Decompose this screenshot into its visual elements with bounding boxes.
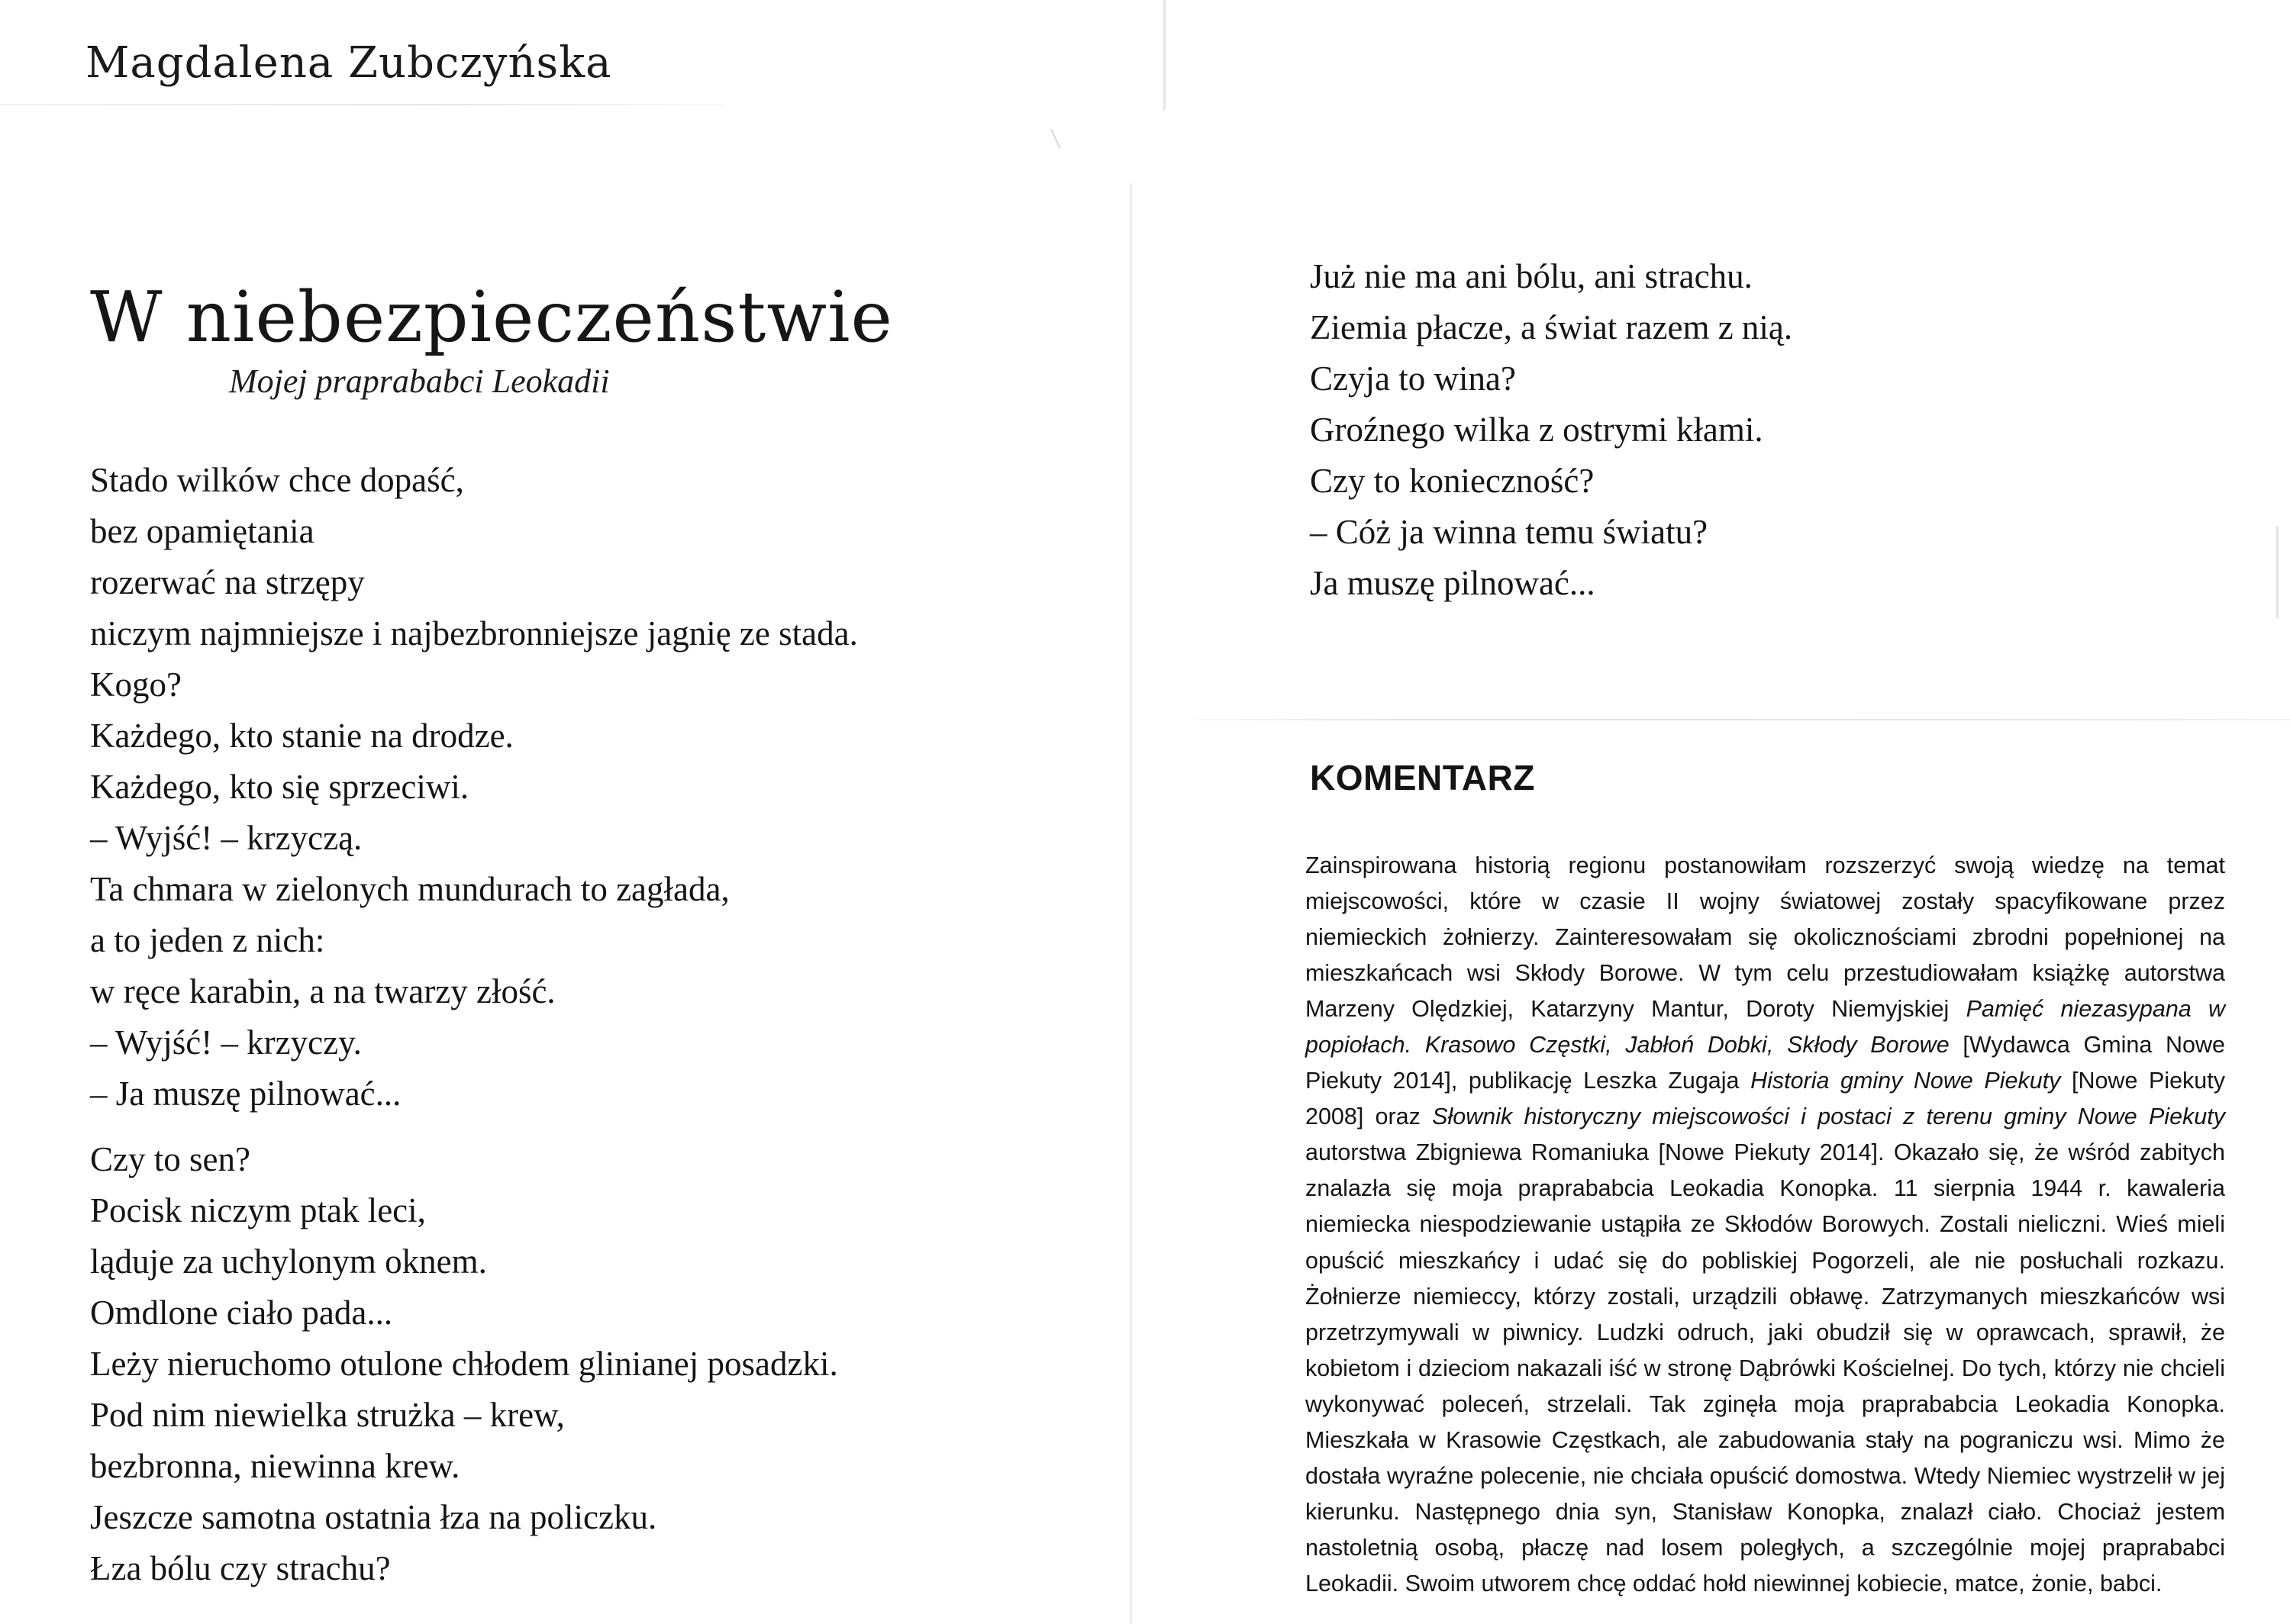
book-title: Słownik historyczny miejscowości i postaci z terenu gminy Nowe Piekuty [1432, 1104, 2225, 1130]
poem-line: – Ja muszę pilnować... [90, 1075, 402, 1113]
poem-line: Czy to konieczność? [1310, 462, 1595, 500]
poem-line: Pod nim niewielka strużka – krew, [90, 1396, 565, 1434]
commentary-text [1305, 848, 2225, 1603]
poem-line: Stado wilków chce dopaść, [90, 461, 464, 499]
author-name: Magdalena Zubczyńska [85, 38, 612, 88]
commentary-text-part: [Nowe Piekuty 2008] oraz [1305, 1068, 2225, 1130]
poem-line: Czyja to wina? [1310, 359, 1516, 398]
poem-line: – Cóż ja winna temu światu? [1310, 513, 1708, 551]
commentary-text-part: autorstwa Zbigniewa Romaniuka [Nowe Piekuty 2014]. Okazało się, że wśród zabitych znalazła się moja praprababcia Leokadia Konopka. 11 sierpnia 1944 r. kawaleria niemiecka niespodziewanie ustąpiła ze Skłodów Borowych. Zostali nieliczni. Wieś mieli opuścić mieszkańcy i udać się do pobliskiej Pogorzeli, ale nie posłuchali rozkazu. Żołnierze niemieccy, którzy zostali, urządzili obławę. Zatrzymanych mieszkańców wsi przetrzymywali w piwnicy. Ludzki odruch, jaki obudził się w oprawcach, sprawił, że kobietom i dzieciom nakazali iść w stronę Dąbrówki Kościelnej. Do tych, którzy nie chcieli wykonywać poleceń, strzelali. Tak zginęła moja praprababcia Leokadia Konopka. Mieszkała w Krasowie Częstkach, ale zabudowania stały na pograniczu wsi. Mimo że dostała wyraźne polecenie, nie chciała opuścić domostwa. Wtedy Niemiec wystrzelił w jej kierunku. Następnego dnia syn, Stanisław Konopka, znalazł ciało. Chociaż jestem nastoletnią osobą, płaczę nad losem poległych, a szczególnie mojej praprababci Leokadii. Swoim utworem chcę oddać hołd niewinnej kobiecie, matce, żonie, babci. [1305, 1139, 2225, 1597]
poem-line: Ja muszę pilnować... [1310, 564, 1595, 602]
poem-line: Ziemia płacze, a świat razem z nią. [1310, 308, 1793, 346]
poem-line: Czy to sen? [90, 1140, 250, 1178]
stanza-2 [90, 1134, 838, 1594]
poem-line: Każdego, kto się sprzeciwi. [90, 768, 469, 806]
poem-line: w ręce karabin, a na twarzy złość. [90, 972, 556, 1010]
poem-line: Omdlone ciało pada... [90, 1294, 393, 1332]
stanza-3 [1310, 251, 1792, 609]
stanza-1 [90, 455, 858, 1120]
poem-line: bezbronna, niewinna krew. [90, 1447, 460, 1485]
poem-line: rozerwać na strzępy [90, 563, 365, 601]
poem-line: Jeszcze samotna ostatnia łza na policzku. [90, 1498, 657, 1536]
poem-line: Kogo? [90, 665, 182, 704]
poem-line: Ta chmara w zielonych mundurach to zagłada, [90, 870, 730, 908]
header-rule [0, 104, 725, 105]
poem-line: Groźnego wilka z ostrymi kłami. [1310, 411, 1763, 449]
right-page [1145, 0, 2290, 1624]
poem-line: a to jeden z nich: [90, 921, 325, 959]
poem-line: Łza bólu czy strachu? [90, 1549, 391, 1587]
poem-line: – Wyjść! – krzyczy. [90, 1023, 362, 1062]
poem-dedication: Mojej praprababci Leokadii [229, 362, 610, 400]
commentary-text-part: Zainspirowana historią regionu postanowiłam rozszerzyć swoją wiedzę na temat miejscowości, które w czasie II wojny światowej zostały spacyfikowane przez niemieckich żołnierzy. Zainteresowałam się okolicznościami zbrodni popełnionej na mieszkańcach wsi Skłody Borowe. W tym celu przestudiowałam książkę autorstwa Marzeny Olędzkiej, Katarzyny Mantur, Doroty Niemyjskiej [1305, 852, 2225, 1022]
poem-title: W niebezpieczeństwie [90, 276, 893, 358]
poem-line: Już nie ma ani bólu, ani strachu. [1310, 257, 1753, 295]
poem-line: – Wyjść! – krzyczą. [90, 819, 363, 857]
poem-line: Każdego, kto stanie na drodze. [90, 717, 514, 755]
commentary-text-part: [Wydawca Gmina Nowe Piekuty 2014], publikację Leszka Zugaja [1305, 1031, 2225, 1094]
poem-line: ląduje za uchylonym oknem. [90, 1242, 487, 1281]
commentary-heading: KOMENTARZ [1310, 758, 1535, 798]
poem-line: Pocisk niczym ptak leci, [90, 1191, 426, 1229]
poem-line: bez opamiętania [90, 512, 314, 550]
poem-line: Leży nieruchomo otulone chłodem glinianej posadzki. [90, 1345, 838, 1383]
book-title: Pamięć niezasypana w popiołach. Krasowo Częstki, Jabłoń Dobki, Skłody Borowe [1305, 995, 2225, 1058]
book-title: Historia gminy Nowe Piekuty [1750, 1068, 2061, 1094]
poem-line: niczym najmniejsze i najbezbronniejsze jagnię ze stada. [90, 614, 858, 652]
